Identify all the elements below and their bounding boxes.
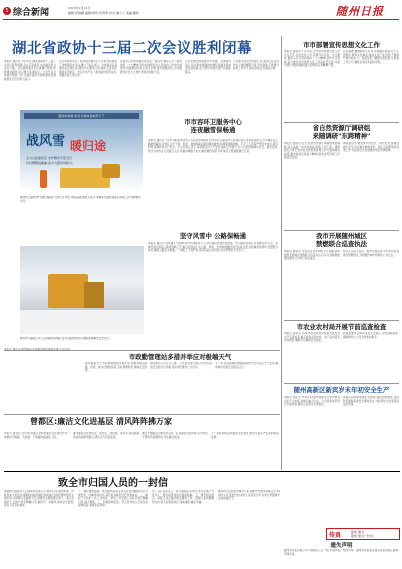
paper-name: 随州日报 bbox=[336, 5, 384, 18]
date-line: 2023年1月11日 bbox=[68, 6, 91, 10]
city-body-4: 下一步,该站将继续加强值班值守,密切关注天气变化,确保城市设施安全稳定运行。 bbox=[215, 362, 278, 369]
zengdu-body-1: 本报讯 通讯员 近年来,曾都区坚持把廉洁文化建设作为一体推进不敢腐、不能腐、不想腐的基础性工程。 bbox=[4, 432, 70, 439]
vert-divider-left bbox=[281, 36, 282, 470]
section-title: 综合新闻 bbox=[13, 8, 50, 18]
headline-r2: 省自然资源厅调研组 来随调研"东跨精神" bbox=[312, 124, 371, 140]
headline-city: 市政勤管理站多措并举应对极端天气 bbox=[128, 353, 232, 361]
r3-body-b: 执法人员深入社区、集市开展宣传,引导市民自觉遵守禁燃规定,共同维护城市环境和公共安全。 bbox=[343, 250, 399, 257]
ad-title: 传真 bbox=[329, 532, 342, 539]
h-divider-2 bbox=[4, 414, 280, 415]
ad-box bbox=[326, 528, 400, 540]
ad-line-2: 随州日报社广告中心 bbox=[351, 535, 375, 538]
ad-line-1: 随州日报社 bbox=[351, 531, 364, 534]
headline-r6: 遗失声明 bbox=[330, 543, 353, 549]
r1-body-b: 会议强调,要聚焦中心任务,加强理论武装,壮大主流舆论,繁荣文化事业,推动文化产业发展,不断提升城市软实力。各级各部门要强化责任担当,形成工作合力,确保各项任务落地见效。 bbox=[343, 50, 399, 64]
letter-body-2: 一、做好健康监测。抵达随州后请主动关注自身健康状况,出现发热、咳嗽等症状时,请及时到就近医疗机构就诊。二、做好个人防护。在公共场所、乘坐公共交通工具时应规范佩戴口罩,减少聚集。三、积极接种疫苗。符合条件的人员请及时接种疫苗,加强免疫屏障。 bbox=[78, 490, 148, 508]
r4-body-b: 检查组要求各单位压实安全责任,及时消除隐患,保障群众过上安全祥和的春节。 bbox=[343, 332, 399, 339]
r3-body-a: 本报讯 通讯员 为营造安全祥和的节日氛围,我市组织开展城区禁燃联合巡查执法行动,对违规燃放烟花爆竹行为进行依法查处。 bbox=[284, 250, 340, 261]
zengdu-body-4: 下一步将持续深化廉洁文化建设,推动全面从严治党向纵深发展。 bbox=[211, 432, 279, 439]
photo-big-2: 暖归途 bbox=[70, 139, 107, 153]
headline-road: 坚守风雪中 公路保畅通 bbox=[179, 232, 247, 240]
snow-body: 本报讯 通讯员 1月8日晚,随州迎来入冬以来首场降雪,市市容环卫服务中心迅速启动应急预案,组织人员车辆连夜上路融雪除冰,对城区主次干道、桥梁、坡道等重点路段撒布融雪剂,确保道路通畅。环卫工人冒着严寒坚守岗位,清扫积雪,保障市民出行安全。中心负责人表示,将持续关注天气变化,做好应急值守,全力以赴保障城市运行。截至目前,累计出动作业人员数百人次,机械车辆数十台次,撒布融雪剂若干吨,城区主要道路通行正常。 bbox=[148, 139, 278, 153]
r-divider-4 bbox=[284, 383, 399, 384]
city-body-3: 同时组织人员对人行道、公交站台进行清扫,为市民营造安全的出行环境,受到市民群众广泛好评。 bbox=[150, 362, 212, 369]
road-body: 本报讯 通讯员 受寒潮天气影响,我市出现降雪天气,部分路段出现积雪结冰。市公路局迅速行动,组织养护人员、机械设备全面投入除雪保畅工作,重点对国省干线公路、桥梁、急弯陡坡路段进行巡查处置,及时撒布防滑料,设置警示标志,确保公路安全畅通。一线职工不畏严寒,连续奋战,以实际行动守护群众平安出行。 bbox=[148, 242, 278, 253]
zengdu-body-2: 推动廉洁文化进机关、进社区、进校园、进家庭,营造崇廉尚洁的浓厚氛围,让清风正气充盈基层。 bbox=[73, 432, 139, 439]
r-divider-1 bbox=[284, 122, 399, 123]
worker-figure bbox=[40, 170, 47, 188]
headline-snow: 市市容环卫服务中心 连夜融雪保畅通 bbox=[184, 118, 242, 134]
headline-r1: 市市部署宣传思想文化工作 bbox=[303, 41, 380, 49]
city-body-2: 面对极端天气,市政勤管理站多措并举,加强对城区道路、桥梁、排水设施的巡查,及时清理积雪,排除安全隐患。 bbox=[85, 362, 147, 373]
photo-banner: 随州市消雪 昨日全城市各地开下了 bbox=[24, 113, 139, 119]
letter-body-1: 尊敬的归国留学人员和海外回国人员:新年将至,随州市委、市政府向大家致以诚挚的问候和美好的祝福!当前疫情防控进入新阶段,为保障大家健康平安,现就有关事项提示如下。请大家做好个人防护,科学佩戴口罩,勤洗手、常通风,保持社交距离,如有不适及时就医。 bbox=[4, 490, 74, 508]
truck-2-cab bbox=[84, 282, 104, 308]
left-photo-2-caption: 图为市公路局工作人员和除雪车辆正在对公路积雪进行清理,保障群众安全出行。 bbox=[20, 337, 112, 340]
headline-body-4: 会议在雄壮的国歌声中闭幕。全体委员表示,将以更加饱满的热情投身湖北高质量发展实践,奋力谱写中国式现代化湖北篇章。 bbox=[185, 60, 231, 74]
photo-big-1: 战风雪 bbox=[26, 134, 66, 149]
r5-body-b: 高新区将持续加强安全监管,强化隐患整改,坚决防范遏制各类安全事故发生,为经济社会发展营造良好环境。 bbox=[343, 396, 399, 407]
main-photo-caption: 随州市公路局(市交通运输局)1月9日至10日,连续奋战,组织人员分,车辆等设备打除冰扫雪等工作,保障群众出行。 bbox=[20, 196, 141, 203]
letter-body-4: 随州市人民政府外事办公室 随州市归国华侨联合会 2023年1月 特此告知,欢迎大家回家过年,共同守护健康平安的新春佳节。 bbox=[218, 490, 280, 501]
r4-body-a: 本报讯 通讯员 节前,市农业农村局组织开展安全生产巡查检查,重点检查农资市场、农产品质量安全等情况,确保节日期间安全稳定。 bbox=[284, 332, 340, 343]
left-photo-2 bbox=[20, 246, 144, 334]
photo-slogan: 全力以赴保民安 守护群众平安出行 bbox=[26, 156, 72, 160]
headline-body-5: 大会秘书处发布闭幕公告,委员们在各自岗位上继续履职尽责,开拓进取,不断提升政协工作水平,推动各项任务落地见效。 bbox=[233, 60, 279, 71]
zengdu-body-3: 通过开展廉洁主题宣传活动、打造廉洁文化阵地,引导党员干部筑牢思想防线,守住廉洁底线。 bbox=[142, 432, 208, 439]
letter-body-3: 四、关心关爱家人。春节期间走亲访友,请尽量减少与老年人、慢性病患者的近距离接触。五、遵守相关规定。请配合社区做好相关服务工作。感谢大家的理解和支持,祝大家新春快乐,身体健康,阖家幸福! bbox=[152, 490, 214, 504]
headline-body-2: 会议听取和审议了政协常务委员会工作报告和提案工作情况报告,审议通过了政治决议。全体委员以高度的政治责任感,围绕中心服务大局,提出大量有价值的意见建议。会议选举产生了新的政协领导成员,闭幕会由主席主持。 bbox=[59, 60, 117, 78]
headline-body-1: 本报讯 通讯员 1月10日,湖北省政协十三届二次会议胜利闭幕,会议应到委员,实到委员符合法定人数。会议期间委员们认真履行职责,积极建言献策,审议通过各项决议。大会号召全体委员团结一致,为湖北建设全国构建新发展格局先行区而努力奋斗。 bbox=[4, 60, 56, 81]
headline-zengdu: 曾都区:廉洁文化进基层 清风阵阵拂万家 bbox=[30, 417, 172, 426]
headline-r4: 市农业农村局开展节前巡查检查 bbox=[296, 323, 387, 331]
r1-body-a: 本报讯 通讯员 1月10日,全市宣传思想文化工作会议召开,总结去年工作,部署今年任务。会议要求,要深入学习贯彻党的二十大精神,坚持守正创新,奋力推动宣传思想文化工作高质量发展,为建设现代化随州提供强大思想保证和精神力量。 bbox=[284, 50, 340, 68]
section-badge: 5 bbox=[3, 7, 11, 15]
r6-body: 随州市某某有限公司不慎遗失公章一枚,声明作废。特此声明。随州市某某商店遗失营业执照正副本,声明作废。 bbox=[284, 549, 399, 556]
r2-body-a: 本报讯 通讯员 近日,省自然资源厅调研组来随调研,深入基层一线实地查看,听取工作汇报。调研组充分肯定我市在自然资源管理工作方面取得的成绩,要求持续弘扬奋斗精神,推动自然资源工作高质量发展。 bbox=[284, 142, 340, 160]
headline-letter: 致全市归国人员的一封信 bbox=[58, 478, 168, 489]
r5-body-a: 本报讯 通讯员 岁末年初,随州高新区扎实开展安全生产大检查,对辖区重点企业、人员密集场所进行全面排查,督促企业落实主体责任。 bbox=[284, 396, 340, 407]
city-body-1: 本报讯 通讯员 降雪期间,市政勤管理站提前部署,全员待命。 bbox=[4, 348, 73, 351]
letter-rule bbox=[4, 471, 400, 472]
r-divider-2 bbox=[284, 230, 399, 231]
editor-line: 编辑:吴晨曦 编辑/审核:彭贤贤 校对:谢小兰 美编:魏娇 bbox=[68, 11, 139, 15]
main-headline: 湖北省政协十三届二次会议胜利闭幕 bbox=[12, 41, 252, 57]
snow-truck-cab bbox=[102, 164, 120, 178]
photo-slogan-2: 年轻群群说谢谢,各方力量共同助力。 bbox=[26, 161, 75, 165]
truck-2 bbox=[48, 274, 88, 308]
main-photo bbox=[20, 110, 143, 193]
r2-body-b: 调研组指出,要坚持节约优先、保护优先,统筹发展与安全,切实做好耕地保护、国土空间规划等各项工作,为经济社会发展提供坚实资源保障。 bbox=[343, 142, 399, 153]
headline-body-3: 省委书记出席闭幕会并讲话。他指出,要深入学习贯彻党的二十大精神,坚持和加强党对人民政协工作的全面领导,把握团结和民主两大主题,更好凝聚共识,为全面建设社会主义现代化国家贡献力量。 bbox=[120, 60, 182, 74]
masthead-rule bbox=[3, 19, 399, 20]
headline-r3: 我市开展随州城区 禁燃联合巡查执法 bbox=[315, 232, 368, 248]
r-divider-3 bbox=[284, 320, 399, 321]
headline-r5: 随州高新区新宾岁末年初安全生产 bbox=[293, 386, 390, 394]
road-snow bbox=[20, 310, 144, 334]
